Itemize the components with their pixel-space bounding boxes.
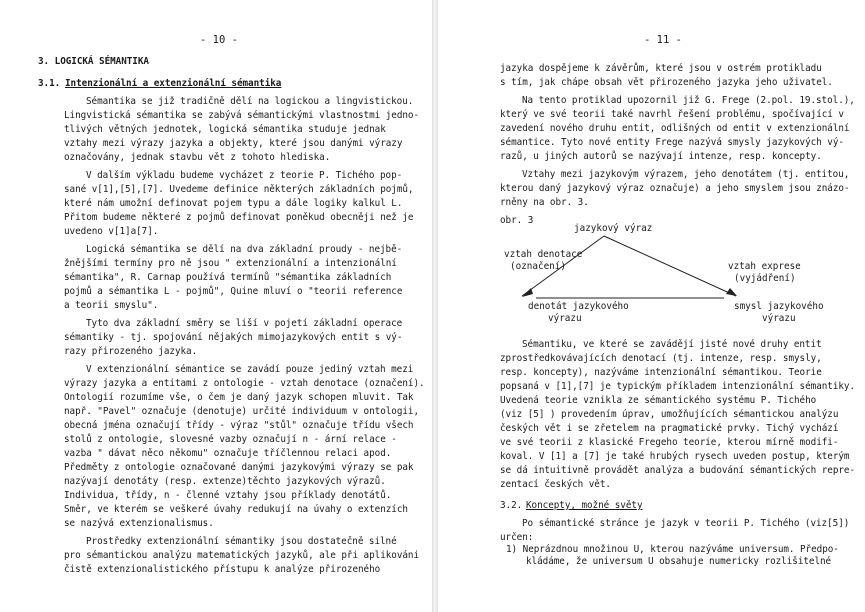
figure-caption: obr. 3 <box>500 215 534 226</box>
text-line: čistě extenzionalistického přístupu k analýze přirozeného <box>64 564 381 575</box>
text-line: zprostředkovávajících denotací (tj. intenze, resp. smysly, <box>500 353 822 364</box>
text-line: stolů z ontologie, slovesné vazby označují n - ární relace - <box>64 434 397 445</box>
node-denotation: denotát jazykového <box>528 301 629 312</box>
text-line: Vztahy mezi jazykovým výrazem, jeho denotátem (tj. entitou, <box>522 169 850 180</box>
text-line: tlivých větných jednotek, logická sémantika studuje jednak <box>64 124 386 135</box>
text-line: s tím, jak chápe obsah vět přirozeného jazyka jeho uživatel. <box>500 77 833 88</box>
text-line: které nám umožní definovat pojem typu a dále logiky kalkul L. <box>64 198 403 209</box>
list-item-line: kládáme, že universum U obsahuje numericky rozlišitelné <box>526 556 832 567</box>
text-line: V extenzionální sémantice se zavádí pouze jediný vztah mezi <box>86 364 414 375</box>
text-line: např. "Pavel" označuje (denotuje) určité individuum v ontologii, <box>64 406 420 417</box>
text-line: zentací českých vět. <box>500 479 611 490</box>
text-line: výrazy jazyka a entitami z ontologie - vztah denotace (označení). <box>64 378 425 389</box>
right-page <box>438 0 865 612</box>
text-line: razy přirozeného jazyka. <box>64 346 198 357</box>
text-line: určen: <box>500 532 534 543</box>
node-sense: smysl jazykového <box>734 301 824 312</box>
text-line: Směr, ve kterém se veškeré úvahy redukují na úvahy o extenzích <box>64 504 408 515</box>
text-line: sémantika", R. Carnap používá termínů "sémantika základních <box>64 272 392 283</box>
text-line: popsaná v [1],[7] je typickým příkladem intenzionální sémantiky. <box>500 381 856 392</box>
text-line: Po sémantické stránce je jazyk v teorii P. Tichého (viz[5]) <box>522 518 850 529</box>
arrow-head-right <box>726 288 737 296</box>
text-line: razů, u jiných autorů se nazývají intenze, resp. koncepty. <box>500 151 822 162</box>
text-line: ve své teorii z klasické Fregeho teorie, kterou mírně modifi- <box>500 437 839 448</box>
text-line: sémantice. Tyto nové entity Frege nazývá smysly jazykových vý- <box>500 137 844 148</box>
text-line: sané v[1],[5],[7]. Uvedeme definice některých základních pojmů, <box>64 184 414 195</box>
text-line: se dá intuitivně provádět analýza a budování sémantických repre- <box>500 465 856 476</box>
text-line: Sémantika se již tradičně dělí na logickou a lingvistickou. <box>86 96 414 107</box>
text-line: zavedení nového druhu entit, odlišných od entit v extenzionální <box>500 123 850 134</box>
edge-label-denotation-sub: (označení) <box>510 261 566 272</box>
text-line: Prostředky extenzionální sémantiky jsou dostatečně silné <box>86 536 397 547</box>
text-line: který ve své teorii také navrhl řešení problému, spočívající v <box>500 109 844 120</box>
text-line: resp. koncepty), nazýváme intenzionální sémantikou. Teorie <box>500 367 822 378</box>
text-line: nazývají denotáty (resp. extenze)těchto jazykových výrazů. <box>64 476 386 487</box>
page-number: - 11 - <box>644 34 682 46</box>
page-number: - 10 - <box>200 34 238 46</box>
text-line: Ontologií rozumíme vše, o čem je daný jazyk schopen mluvit. Tak <box>64 392 414 403</box>
text-line: žnějšími termíny pro ně jsou " extenzionální a intenzionální <box>64 258 397 269</box>
text-line: Logická sémantika se dělí na dva základní proudy - nejbě- <box>86 244 403 255</box>
text-line: Sémantiku, ve které se zavádějí jisté nové druhy entit <box>522 339 822 350</box>
text-line: českých vět i se zřetelem na pragmatické prvky. Tichý vychází <box>500 423 839 434</box>
text-line: pojmů a sémantika L - pojmů", Quine mluví o "teorii reference <box>64 286 403 297</box>
edge-label-expression: vztah exprese <box>728 261 801 272</box>
edge-label-denotation: vztah denotace <box>504 249 583 260</box>
section-title: Intenzionální a extenzionální sémantika <box>65 78 282 89</box>
text-line: sémantiky - tj. spojování nějakých mimojazykových entit s vý- <box>64 332 403 343</box>
node-linguistic-expression: jazykový výraz <box>574 223 653 234</box>
section-number: 3.1. <box>38 78 61 89</box>
chapter-heading: 3. LOGICKÁ SÉMANTIKA <box>38 56 149 67</box>
text-line: Lingvistická sémantika se zabývá sémantickými vlastnostmi jedno- <box>64 110 420 121</box>
text-line: (viz [5] ) provedením úprav, umožňujících sémantickou analýzu <box>500 409 839 420</box>
text-line: pro sémantickou analýzu matematických jazyků, ale při aplikováni <box>64 550 420 561</box>
text-line: vazba " dávat něco někomu" označuje tříčlennou relaci apod. <box>64 448 392 459</box>
text-line: Uvedená teorie vznikla ze sémantického systému P. Tichého <box>500 395 817 406</box>
text-line: Předměty z ontologie označované danými jazykovými výrazy se pak <box>64 462 414 473</box>
text-line: se nazývá extenzionalismus. <box>64 518 214 529</box>
text-line: obecná jména označují třídy - výraz "stůl" označuje třídu všech <box>64 420 414 431</box>
left-page <box>0 0 432 612</box>
text-line: jazyka dospějeme k závěrům, které jsou v ostrém protikladu <box>500 63 822 74</box>
text-line: rněny na obr. 3. <box>500 197 589 208</box>
text-line: vztahy mezi výrazy jazyka a objekty, které jsou danými výrazy <box>64 138 403 149</box>
text-line: koval. V [1] a [7] je také hrubých rysech uveden postup, kterým <box>500 451 850 462</box>
text-line: kterou daný jazykový výraz označuje) a jeho smyslem jsou znázo- <box>500 183 850 194</box>
section-number: 3.2. <box>500 500 523 511</box>
text-line: V dalším výkladu budeme vycházet z teorie P. Tichého pop- <box>86 170 403 181</box>
expression-edge <box>604 236 736 296</box>
text-line: označovány, jednak stavbu vět z tohoto hlediska. <box>64 152 331 163</box>
arrow-head-left <box>522 288 533 297</box>
node-sense-sub: výrazu <box>762 313 796 324</box>
text-line: a teorii smyslu". <box>64 300 159 311</box>
text-line: Tyto dva základní směry se liší v pojetí základní operace <box>86 318 403 329</box>
text-line: uvedeno v[1]a[7]. <box>64 226 159 237</box>
list-item-line: 1) Neprázdnou množinou U, kterou nazýváme universum. Předpo- <box>506 544 839 555</box>
text-line: Přitom budeme některé z pojmů definovat poněkud obecněji než je <box>64 212 414 223</box>
text-line: Individua, třídy, n - členné vztahy jsou příklady denotátů. <box>64 490 392 501</box>
edge-label-expression-sub: (vyjádření) <box>734 273 796 284</box>
node-denotation-sub: výrazu <box>548 313 582 324</box>
text-line: Na tento protiklad upozornil již G. Frege (2.pol. 19.stol.), <box>522 95 855 106</box>
section-title: Koncepty, možné světy <box>526 500 643 511</box>
